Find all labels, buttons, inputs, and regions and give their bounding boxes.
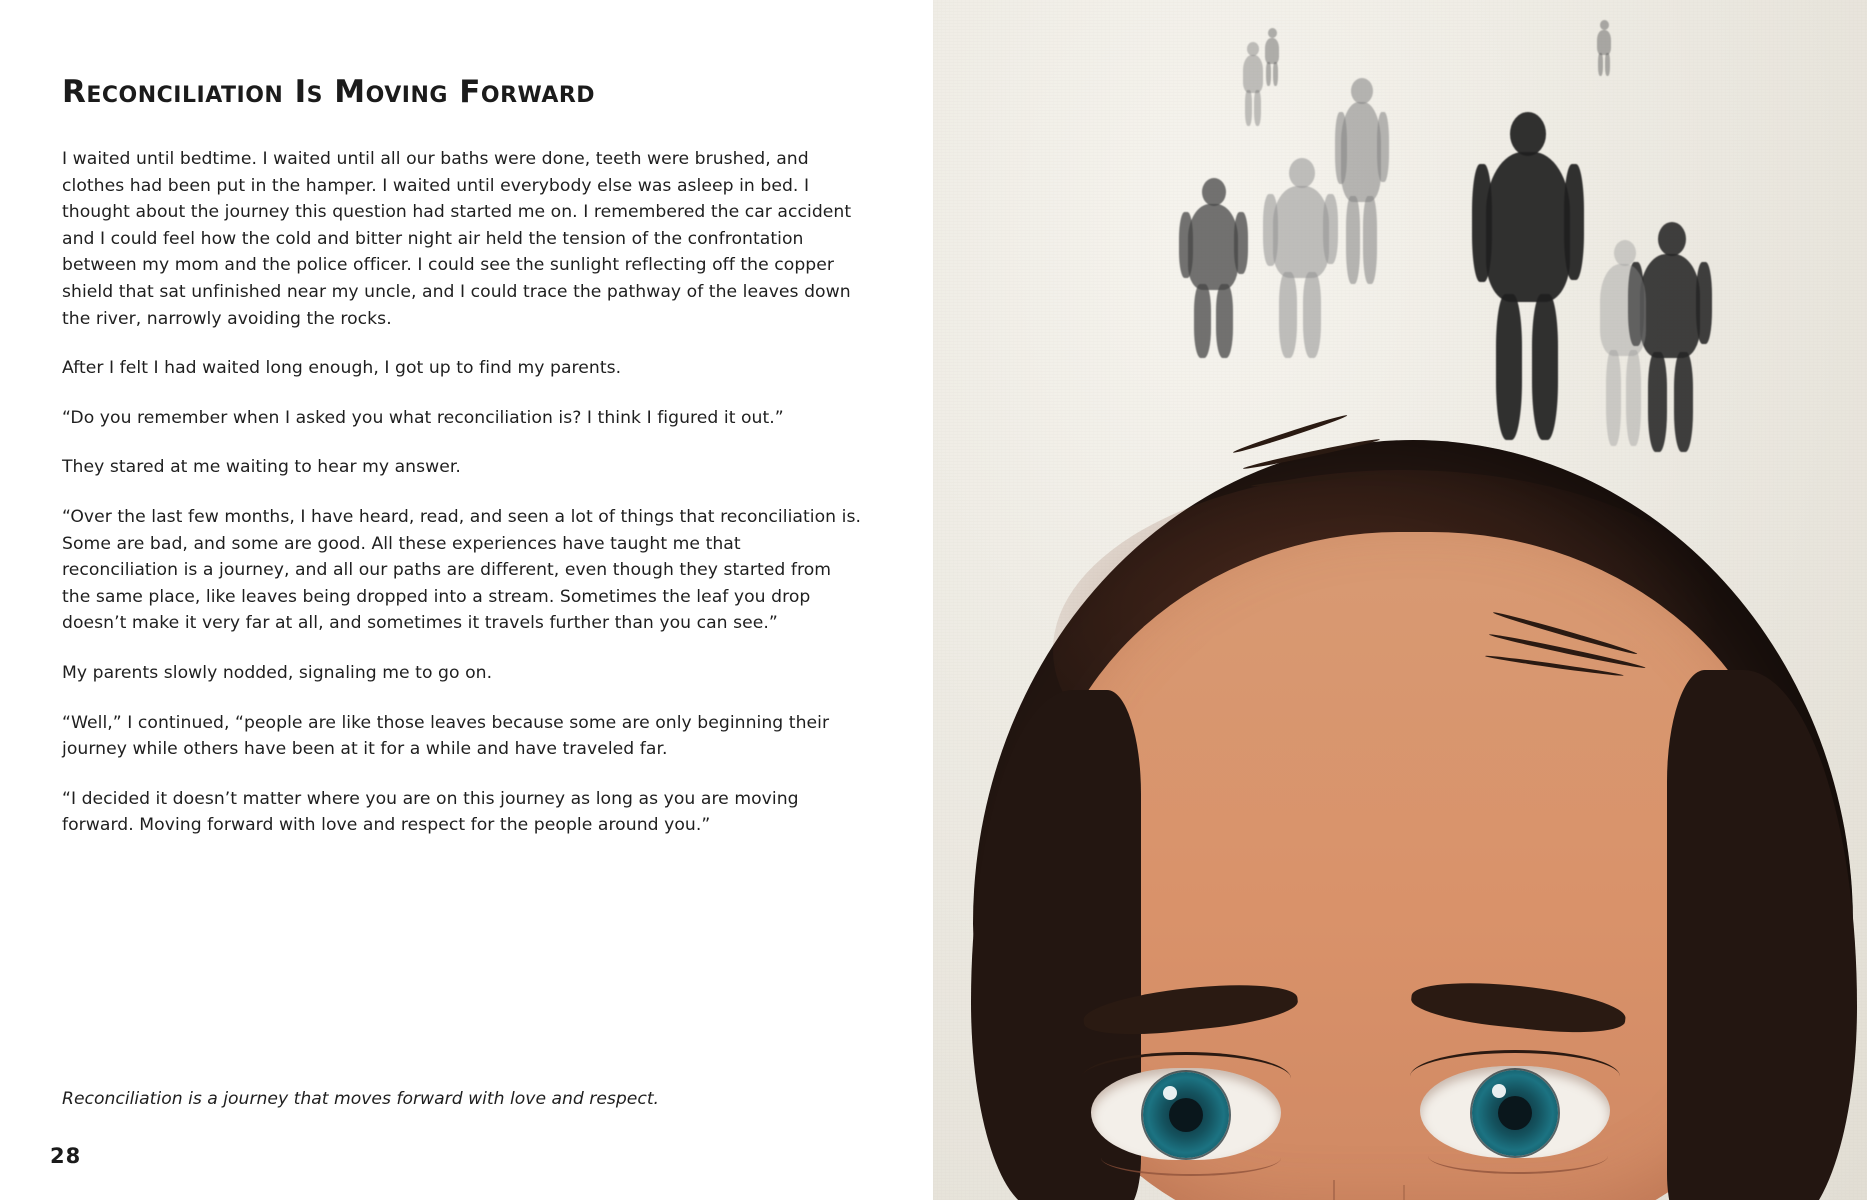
walking-figure <box>1238 42 1268 128</box>
undereye-line-right <box>1428 1138 1608 1174</box>
nose-bridge-left <box>1333 1180 1335 1200</box>
paragraph: “Well,” I continued, “people are like those leaves because some are only beginning their journey while others have been at it for a while and have traveled far. <box>62 712 830 760</box>
walking-figure <box>1176 178 1250 358</box>
paragraph: After I felt I had waited long enough, I got up to find my parents. <box>62 358 622 379</box>
paragraph: I waited until bedtime. I waited until all our baths were done, teeth were brushed, and clothes had been put in the hamper. I waited until everybody else was asleep in bed. I thought about the journey this question had started me on. I remembered the car accident and I could feel how the cold and bitter night air held the tension of the confrontation between my mom and the police officer. I could see the sunlight reflecting off the copper shield that sat unfinished near my uncle, and I could trace the pathway of the leaves down the river, narrowly avoiding the rocks. <box>62 149 852 329</box>
walking-figure <box>1259 158 1341 358</box>
page-number: 28 <box>50 1144 82 1168</box>
undereye-line-left <box>1101 1140 1281 1176</box>
walking-figure <box>1588 240 1658 450</box>
body-text <box>62 146 871 839</box>
page-title: Reconciliation Is Moving Forward <box>62 74 596 110</box>
paragraph: My parents slowly nodded, signaling me to go on. <box>62 662 493 683</box>
paragraph: They stared at me waiting to hear my answer. <box>62 457 461 478</box>
eyelid-right <box>1410 1050 1620 1103</box>
walking-figure <box>1593 20 1615 78</box>
eyelid-left <box>1081 1052 1291 1105</box>
paragraph: “Do you remember when I asked you what reconciliation is? I think I figured it out.” <box>62 407 784 428</box>
paragraph: “I decided it doesn’t matter where you are on this journey as long as you are moving forward. Moving forward with love and respect for the people around you.” <box>62 788 799 836</box>
nose-bridge-right <box>1403 1185 1405 1200</box>
illustration-page <box>933 0 1867 1200</box>
closing-note: Reconciliation is a journey that moves forward with love and respect. <box>62 1089 660 1109</box>
walking-figure <box>1333 78 1389 288</box>
paragraph: “Over the last few months, I have heard, read, and seen a lot of things that reconciliation is. Some are bad, and some are good. All these experiences have taught me that reconciliation is a journey, and all our paths are different, even though they started from the same place, like leaves being dropped into a stream. Sometimes the leaf you drop doesn’t make it very far at all, and sometimes it travels further than you can see.” <box>62 506 861 634</box>
walking-figure <box>1468 112 1588 442</box>
hair-right-side <box>1667 670 1857 1200</box>
text-page <box>0 0 933 1200</box>
girl-face-illustration <box>933 440 1867 1200</box>
